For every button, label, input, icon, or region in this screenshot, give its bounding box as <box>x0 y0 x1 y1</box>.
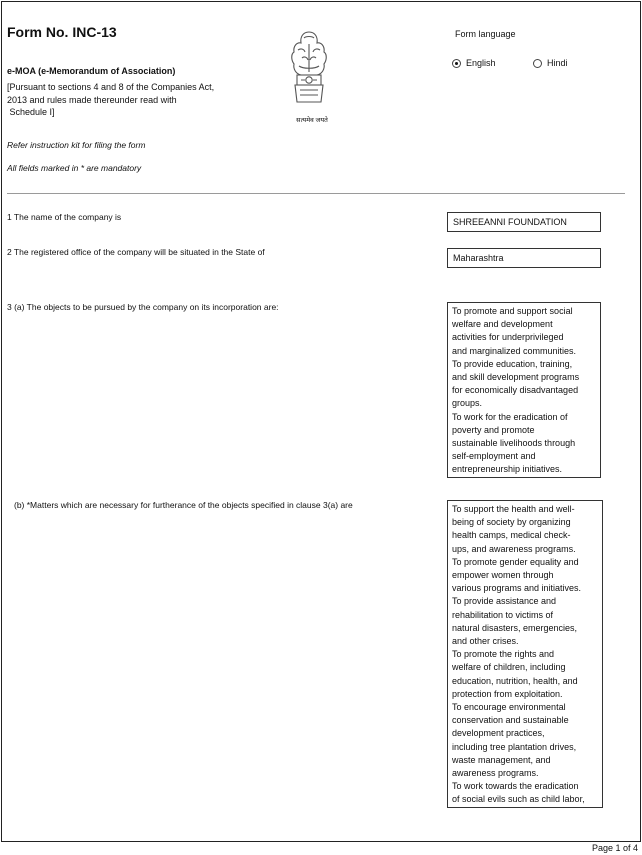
text-line: welfare of children, including <box>452 662 566 673</box>
instruction-kit-note: Refer instruction kit for filing the form <box>7 140 146 150</box>
text-line: various programs and initiatives. <box>452 583 582 594</box>
form-language-label: Form language <box>455 29 516 39</box>
text-line: To promote and support social <box>452 306 573 316</box>
radio-unselected-icon[interactable] <box>533 59 542 68</box>
text-line: To work for the eradication of <box>452 411 568 422</box>
objects-label: 3 (a) The objects to be pursued by the company on its incorporation are: <box>7 302 279 312</box>
page-number: Page 1 of 4 <box>591 843 638 853</box>
text-line: empower women through <box>452 570 554 581</box>
text-line: To promote gender equality and <box>452 556 579 567</box>
form-title: e-MOA (e-Memorandum of Association) <box>7 66 176 76</box>
text-line: and other crises. <box>452 636 519 647</box>
text-line: ups, and awareness programs. <box>452 543 576 554</box>
text-line: protection from exploitation. <box>452 688 563 699</box>
text-line: groups. <box>452 398 483 409</box>
text-line: education, nutrition, health, and <box>452 675 578 686</box>
pursuant-line: 2013 and rules made thereunder read with <box>7 94 177 105</box>
text-line: To support the health and well- <box>452 504 575 514</box>
text-line: welfare and development <box>452 319 553 330</box>
pursuant-note <box>7 81 267 119</box>
pursuant-line: [Pursuant to sections 4 and 8 of the Companies Act, <box>7 82 215 92</box>
state-label: 2 The registered office of the company will be situated in the State of <box>7 247 265 257</box>
national-emblem-icon <box>284 24 334 114</box>
language-option-label: English <box>466 58 496 68</box>
text-line: and marginalized communities. <box>452 345 577 356</box>
text-line: awareness programs. <box>452 768 539 779</box>
text-line: activities for underprivileged <box>452 332 564 343</box>
text-line: To provide education, training, <box>452 358 573 369</box>
text-line: and skill development programs <box>452 372 580 383</box>
state-field[interactable]: Maharashtra <box>447 248 601 268</box>
emblem-caption: सत्यमेव जयते <box>296 117 328 124</box>
text-line: self-employment and <box>452 451 536 462</box>
language-option-english[interactable] <box>452 58 496 68</box>
text-line: entrepreneurship initiatives. <box>452 464 563 475</box>
text-line: poverty and promote <box>452 424 535 435</box>
text-line: To encourage environmental <box>452 702 566 713</box>
matters-label: (b) *Matters which are necessary for furtherance of the objects specified in clause 3(a) are <box>14 500 353 510</box>
section-divider <box>7 193 625 194</box>
text-line: To promote the rights and <box>452 649 555 660</box>
radio-selected-icon[interactable] <box>452 59 461 68</box>
mandatory-fields-note: All fields marked in * are mandatory <box>7 163 142 173</box>
text-line: conservation and sustainable <box>452 715 569 726</box>
text-line: To work towards the eradication <box>452 781 579 792</box>
text-line: including tree plantation drives, <box>452 741 577 752</box>
matters-textarea[interactable] <box>447 500 603 808</box>
language-option-label: Hindi <box>547 58 568 68</box>
text-line: rehabilitation to victims of <box>452 609 554 620</box>
objects-textarea[interactable] <box>447 302 601 478</box>
text-line: health camps, medical check- <box>452 530 571 541</box>
text-line: natural disasters, emergencies, <box>452 622 578 633</box>
text-line: for economically disadvantaged <box>452 385 579 396</box>
pursuant-line: Schedule I] <box>7 107 55 117</box>
text-line: being of society by organizing <box>452 517 571 528</box>
company-name-field[interactable]: SHREEANNI FOUNDATION <box>447 212 601 232</box>
form-number: Form No. INC-13 <box>7 24 117 40</box>
text-line: sustainable livelihoods through <box>452 438 576 449</box>
text-line: waste management, and <box>452 754 551 765</box>
company-name-label: 1 The name of the company is <box>7 212 122 222</box>
language-option-hindi[interactable] <box>533 58 568 68</box>
text-line: of social evils such as child labor, <box>452 794 585 805</box>
text-line: To provide assistance and <box>452 596 557 607</box>
text-line: development practices, <box>452 728 545 739</box>
